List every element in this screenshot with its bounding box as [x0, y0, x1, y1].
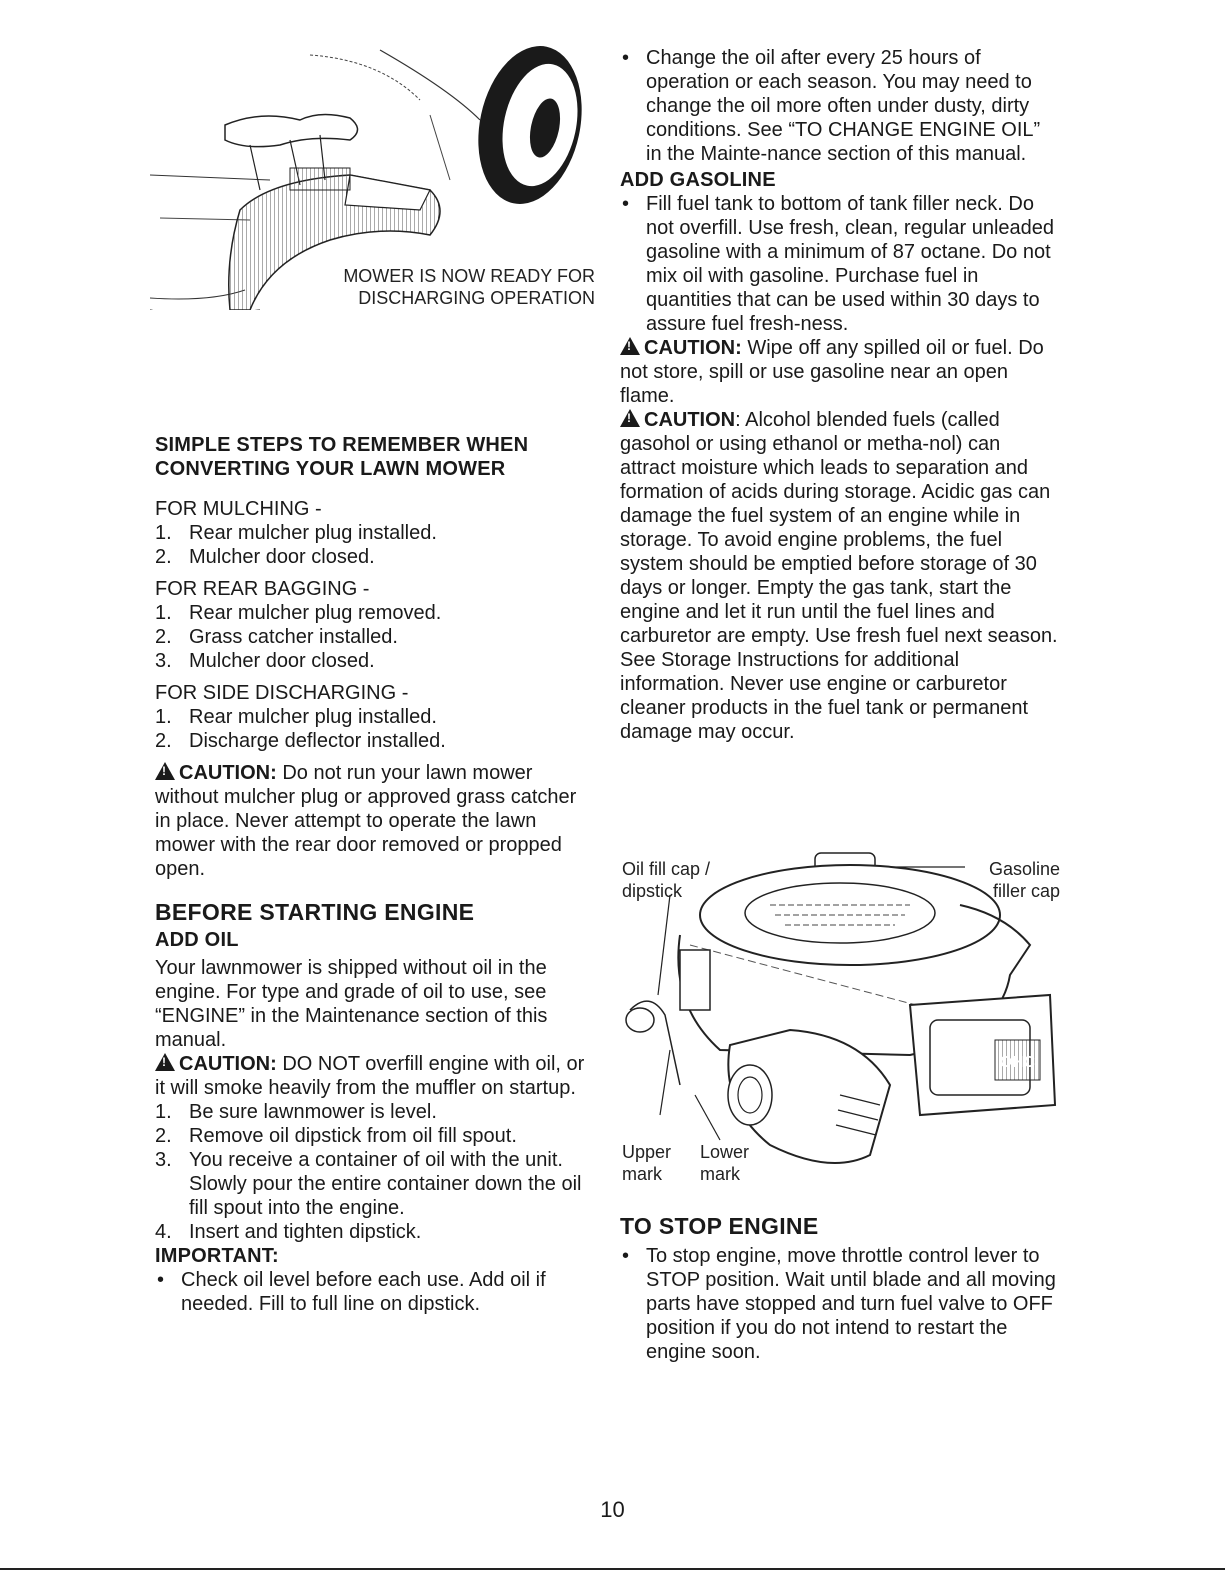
- caution-text: : Alcohol blended fuels (called gasohol or using ethanol or metha-nol) can attract moisture which leads to separation and formation of acids during storage. Acidic gas can damage the fuel system of an engine while in storage. To avoid engine problems, the fuel system should be emptied before storage of 30 days or longer. Empty the gas tank, start the engine and let it run until the fuel lines and carburetor are empty. Use fresh fuel next season. See Storage Instructions for additional information. Never use engine or carburetor cleaner products in the fuel tank or permanent damage may occur.: [620, 409, 1058, 743]
- warning-triangle-icon: [620, 409, 640, 427]
- mulching-item: 1. Rear mulcher plug installed.: [155, 522, 437, 544]
- side-discharging-title: FOR SIDE DISCHARGING -: [155, 682, 409, 704]
- add-oil-heading: ADD OIL: [155, 929, 239, 951]
- oil-fill-cap-label-line2: dipstick: [622, 881, 683, 901]
- gasoline-filler-cap-label: [968, 858, 1060, 902]
- before-starting-heading: BEFORE STARTING ENGINE: [155, 899, 475, 925]
- oil-fill-cap-label: [622, 858, 710, 902]
- simple-steps-heading-line2: CONVERTING YOUR LAWN MOWER: [155, 458, 506, 480]
- mulching-title: FOR MULCHING -: [155, 498, 322, 520]
- caution-label: CAUTION:: [644, 337, 742, 359]
- oil-step: 2. Remove oil dipstick from oil fill spout.: [155, 1125, 517, 1147]
- caution-text: Do not run your lawn mower without mulcher plug or approved grass catcher in place. Never attempt to operate the lawn mower with the rear door removed or propped open.: [155, 762, 577, 880]
- caution-label: CAUTION:: [179, 762, 277, 784]
- rear-bagging-item: 1. Rear mulcher plug removed.: [155, 602, 442, 624]
- simple-steps-heading: [155, 433, 595, 481]
- bottom-rule: [0, 1568, 1225, 1570]
- upper-mark-label-line2: mark: [622, 1164, 662, 1184]
- add-oil-text: Your lawnmower is shipped without oil in the engine. For type and grade of oil to use, see “ENGINE” in the Maintenance section of this manual.: [155, 957, 548, 1051]
- oil-step: 3. You receive a container of oil with the unit. Slowly pour the entire container down the oil fill spout into the engine.: [155, 1149, 582, 1219]
- right-column: [620, 46, 1060, 744]
- lower-mark-label: [700, 1141, 749, 1185]
- rear-bagging-item: 3. Mulcher door closed.: [155, 650, 375, 672]
- warning-triangle-icon: [155, 762, 175, 780]
- figure-caption-line1: MOWER IS NOW READY FOR: [343, 266, 595, 286]
- stop-engine-section: [620, 1213, 1060, 1364]
- side-discharging-item: 1. Rear mulcher plug installed.: [155, 706, 437, 728]
- rear-bagging-title: FOR REAR BAGGING -: [155, 578, 370, 600]
- caution-paragraph-1: [155, 761, 595, 881]
- oil-step: 1. Be sure lawnmower is level.: [155, 1101, 437, 1123]
- left-column: [155, 433, 595, 1316]
- oil-step: 4. Insert and tighten dipstick.: [155, 1221, 422, 1243]
- caution-paragraph-2: [155, 1052, 595, 1100]
- gasoline-bullet: • Fill fuel tank to bottom of tank filler neck. Do not overfill. Use fresh, clean, regular unleaded gasoline with a minimum of 87 octane. Do not mix oil with gasoline. Purchase fuel in quantities that can be used within 30 days to assure fuel fresh-ness.: [622, 193, 1055, 335]
- side-discharging-item: 2. Discharge deflector installed.: [155, 730, 446, 752]
- gasoline-filler-cap-label-line2: filler cap: [992, 881, 1060, 901]
- lower-mark-label-line2: mark: [700, 1164, 740, 1184]
- figure-caption-line2: DISCHARGING OPERATION: [358, 288, 595, 308]
- page-number: 10: [600, 1497, 625, 1522]
- simple-steps-heading-line1: SIMPLE STEPS TO REMEMBER WHEN: [155, 434, 529, 456]
- oil-fill-cap-label-line1: Oil fill cap /: [622, 859, 711, 879]
- mulching-item: 2. Mulcher door closed.: [155, 546, 375, 568]
- add-gasoline-heading: ADD GASOLINE: [620, 169, 776, 191]
- stop-engine-heading: TO STOP ENGINE: [620, 1213, 819, 1239]
- gasoline-filler-cap-label-line1: Gasoline: [988, 859, 1060, 879]
- caution-paragraph-4: [620, 408, 1060, 744]
- caution-label: CAUTION:: [179, 1053, 277, 1075]
- stop-engine-bullet: • To stop engine, move throttle control lever to STOP position. Wait until blade and all moving parts have stopped and turn fuel valve to OFF position if you do not intend to restart the engine soon.: [622, 1245, 1056, 1363]
- caution-text: Wipe off any spilled oil or fuel. Do not store, spill or use gasoline near an open flame.: [620, 337, 1044, 407]
- warning-triangle-icon: [155, 1053, 175, 1071]
- important-heading: IMPORTANT:: [155, 1245, 279, 1267]
- caution-label: CAUTION: [644, 409, 736, 431]
- change-oil-bullet: • Change the oil after every 25 hours of operation or each season. You may need to change the oil more often under dusty, dirty conditions. See “TO CHANGE ENGINE OIL” in the Mainte-nance section of this manual.: [622, 47, 1041, 165]
- important-bullet: • Check oil level before each use. Add oil if needed. Fill to full line on dipstick.: [157, 1269, 546, 1315]
- figure-caption: [305, 265, 595, 309]
- rear-bagging-item: 2. Grass catcher installed.: [155, 626, 398, 648]
- caution-text: DO NOT overfill engine with oil, or it will smoke heavily from the muffler on startup.: [155, 1053, 585, 1099]
- upper-mark-label: [622, 1141, 671, 1185]
- warning-triangle-icon: [620, 337, 640, 355]
- engine-badge: OHC: [999, 1054, 1035, 1071]
- caution-paragraph-3: [620, 336, 1060, 408]
- lower-mark-label-line1: Lower: [700, 1142, 750, 1162]
- upper-mark-label-line1: Upper: [622, 1142, 672, 1162]
